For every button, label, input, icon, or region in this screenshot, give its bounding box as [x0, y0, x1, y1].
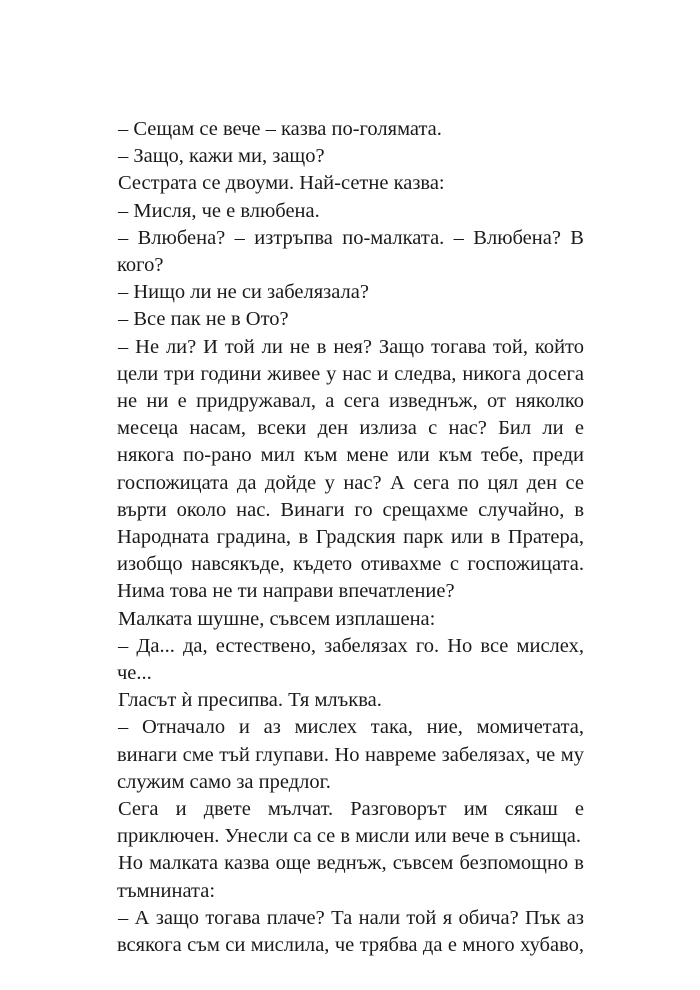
paragraph-1: – Сещам се вече – казва по-голямата.: [118, 118, 442, 140]
paragraph-11: Гласът ѝ пресипва. Тя млъква.: [118, 689, 382, 712]
paragraph-5: – Влюбена? – изтръпва по-малката. – Влюбена? В кого?: [117, 226, 584, 277]
paragraph-2: – Защо, кажи ми, защо?: [118, 145, 325, 168]
paragraph-7: – Все пак не в Ото?: [118, 308, 289, 331]
paragraph-9: Малката шушне, съвсем изплашена:: [118, 607, 436, 630]
paragraph-4: – Мисля, че е влюбена.: [118, 199, 320, 222]
paragraph-13: Сега и двете мълчат. Разговорът им сякаш е приключен. Унесли са се в мисли или вече в сънища.: [117, 798, 584, 848]
paragraph-12: – Отначало и аз мислех така, ние, момичетата, винаги сме тъй глупави. Но навреме забелязах, че му служим само за предлог.: [117, 716, 584, 793]
page-text: [117, 116, 584, 959]
paragraph-10: – Да... да, естествено, забелязах го. Но все мислех, че...: [117, 634, 584, 685]
paragraph-14: Но малката казва още веднъж, съвсем безпомощно в тъмнината:: [117, 852, 584, 902]
paragraph-6: – Нищо ли не си забелязала?: [118, 281, 369, 304]
paragraph-8: – Не ли? И той ли не в нея? Защо тогава той, който цели три години живее у нас и следва, никога досега не ни е придружавал, а сега изведнъж, от няколко месеца насам, всеки ден излиза с нас? Бил ли е някога по-рано мил към мене или към тебе, преди госпожицата да дойде у нас? А сега по цял ден се върти около нас. Винаги го срещахме случайно, в Народната градина, в Градския парк или в Пратера, изобщо навсякъде, където отивахме с госпожицата. Нима това не ти направи впечатление?: [117, 335, 584, 603]
paragraph-15: – А защо тогава плаче? Та нали той я обича? Пък аз всякога съм си мислила, че трябва да е много хубаво,: [117, 906, 584, 957]
paragraph-3: Сестрата се двоуми. Най-сетне казва:: [118, 172, 445, 195]
